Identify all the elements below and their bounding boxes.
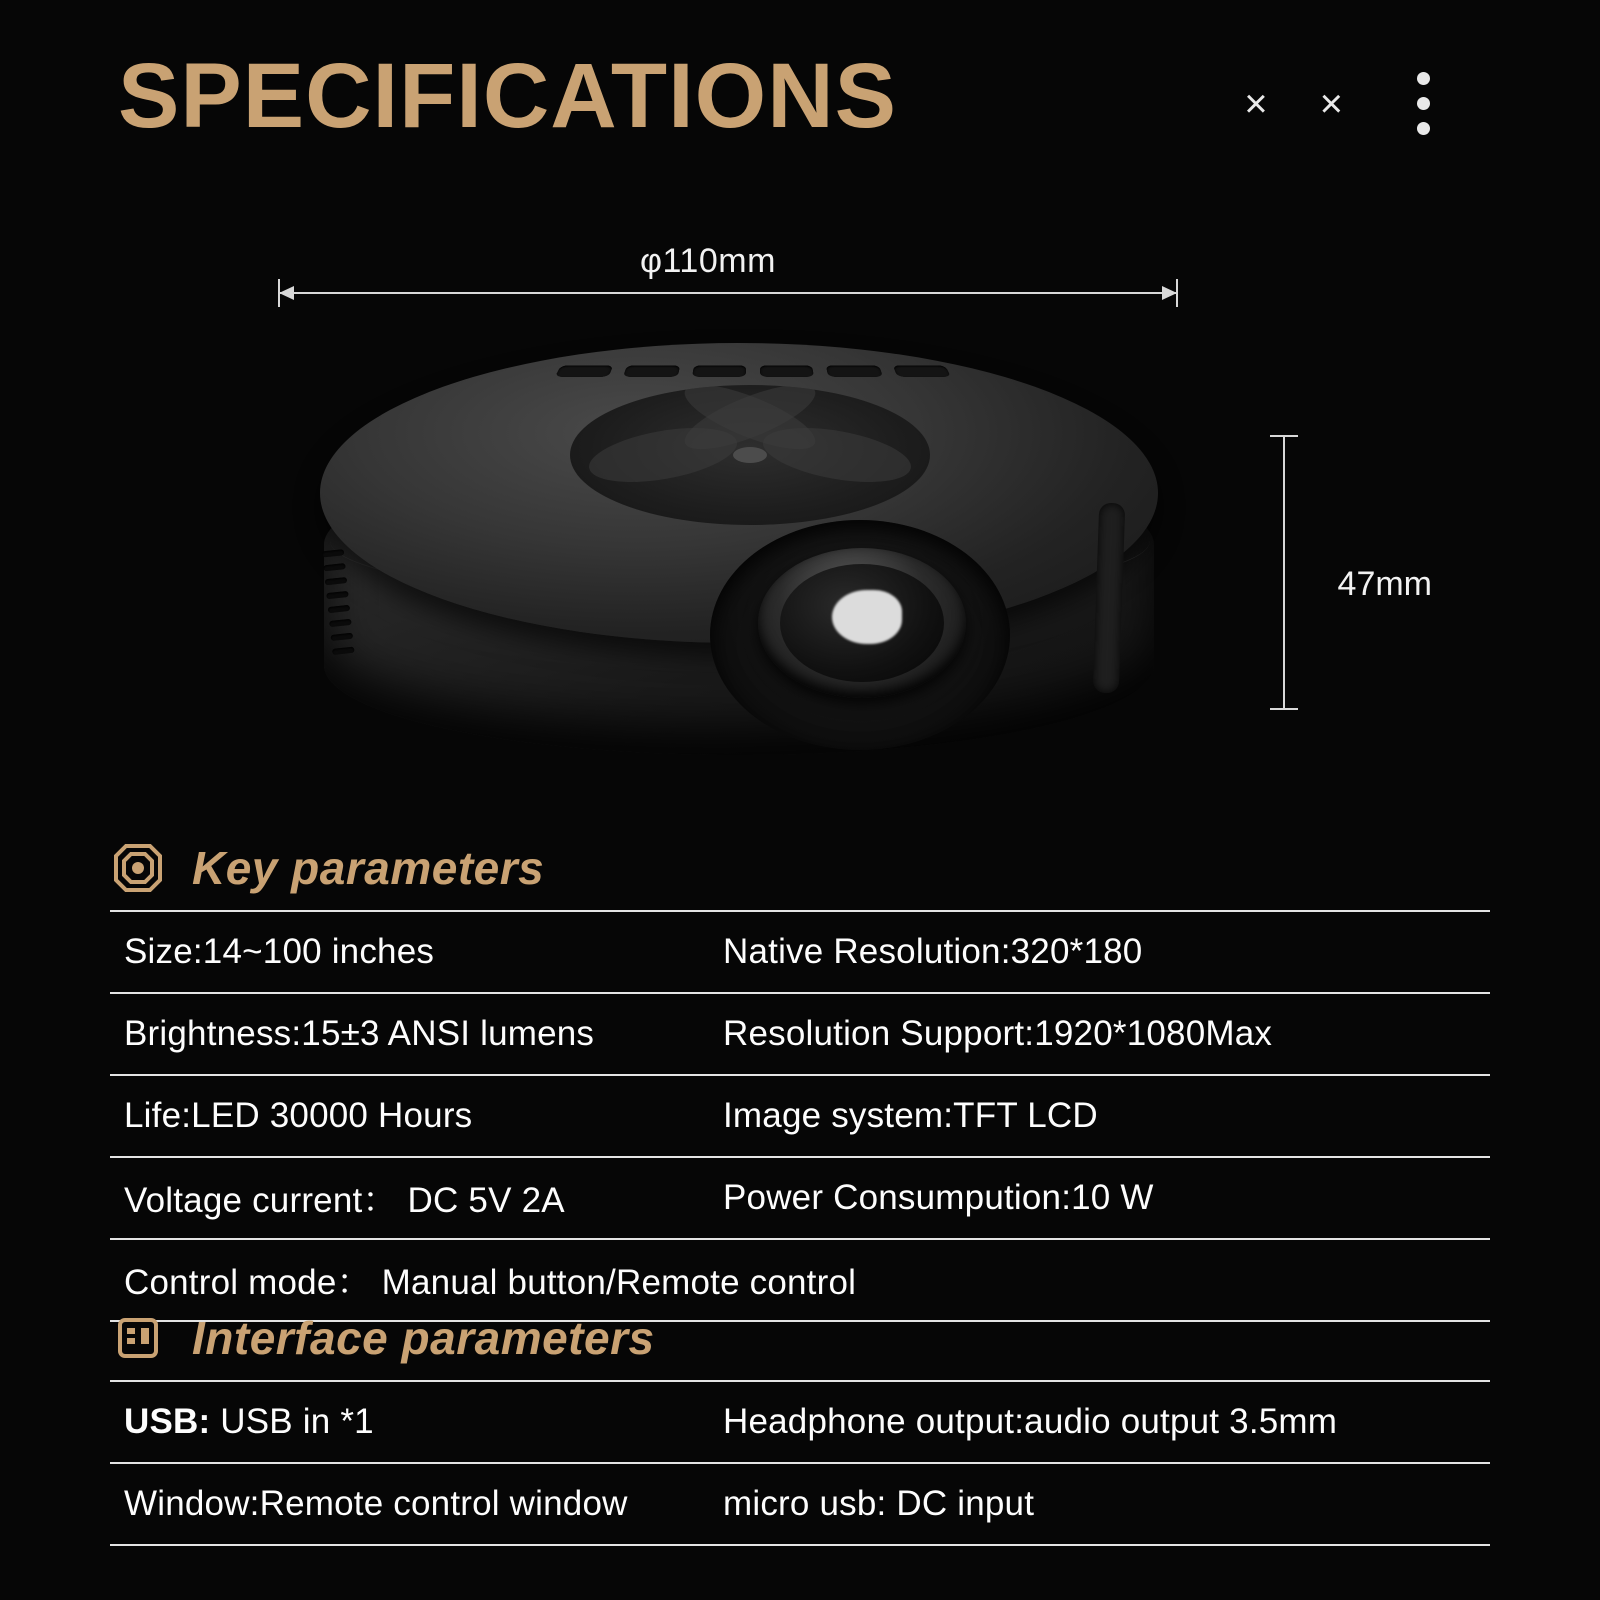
param-cell: Power Consumpution:10 W <box>723 1178 1154 1217</box>
projector-image <box>310 335 1170 795</box>
height-dimension-label: 47mm <box>1337 565 1432 603</box>
fan-grille <box>570 385 930 525</box>
arrow-right-icon <box>1162 286 1177 300</box>
top-vent-slots <box>555 365 951 376</box>
lens-glass <box>780 564 944 682</box>
width-dimension-line <box>278 292 1178 294</box>
more-vertical-icon[interactable] <box>1417 72 1430 135</box>
param-cell: Brightness:15±3 ANSI lumens <box>124 1014 595 1053</box>
header-icon-group <box>1244 72 1430 135</box>
lens-housing <box>710 520 1010 750</box>
close-icon[interactable]: × <box>1244 81 1268 126</box>
param-cell: Image system:TFT LCD <box>723 1096 1098 1135</box>
param-cell: Voltage current： DC 5V 2A <box>124 1181 565 1220</box>
table-row <box>110 1156 1490 1238</box>
lens-ring <box>758 548 966 698</box>
param-cell: micro usb: DC input <box>723 1484 1035 1523</box>
table-row <box>110 1074 1490 1156</box>
interface-parameters-section <box>110 1310 1490 1546</box>
usb-value: USB in *1 <box>210 1402 374 1441</box>
param-cell-full: Control mode： Manual button/Remote control <box>124 1263 857 1302</box>
width-dimension-label: φ110mm <box>640 242 776 280</box>
product-illustration <box>0 210 1600 830</box>
sim-card-icon <box>110 1310 166 1366</box>
table-row <box>110 1380 1490 1462</box>
table-row <box>110 992 1490 1074</box>
table-row <box>110 910 1490 992</box>
target-octagon-icon <box>110 840 166 896</box>
close-icon-secondary[interactable]: × <box>1319 81 1343 126</box>
param-cell: Headphone output:audio output 3.5mm <box>723 1402 1338 1441</box>
arrow-left-icon <box>279 286 294 300</box>
lens-highlight <box>832 590 902 644</box>
param-cell: Size:14~100 inches <box>124 932 435 971</box>
key-parameters-section <box>110 840 1490 1322</box>
param-cell <box>110 1402 709 1442</box>
param-cell: Window:Remote control window <box>124 1484 628 1523</box>
table-row <box>110 1462 1490 1546</box>
interface-parameters-header <box>110 1310 1490 1366</box>
height-dimension-line <box>1283 435 1285 710</box>
key-parameters-title: Key parameters <box>192 842 545 894</box>
param-cell: Resolution Support:1920*1080Max <box>723 1014 1273 1053</box>
page-title: SPECIFICATIONS <box>118 45 898 147</box>
param-cell: Native Resolution:320*180 <box>723 932 1143 971</box>
usb-label: USB: <box>124 1402 211 1441</box>
param-cell: Life:LED 30000 Hours <box>124 1096 473 1135</box>
key-parameters-header <box>110 840 1490 896</box>
page-header <box>0 30 1600 160</box>
interface-parameters-title: Interface parameters <box>192 1312 655 1364</box>
